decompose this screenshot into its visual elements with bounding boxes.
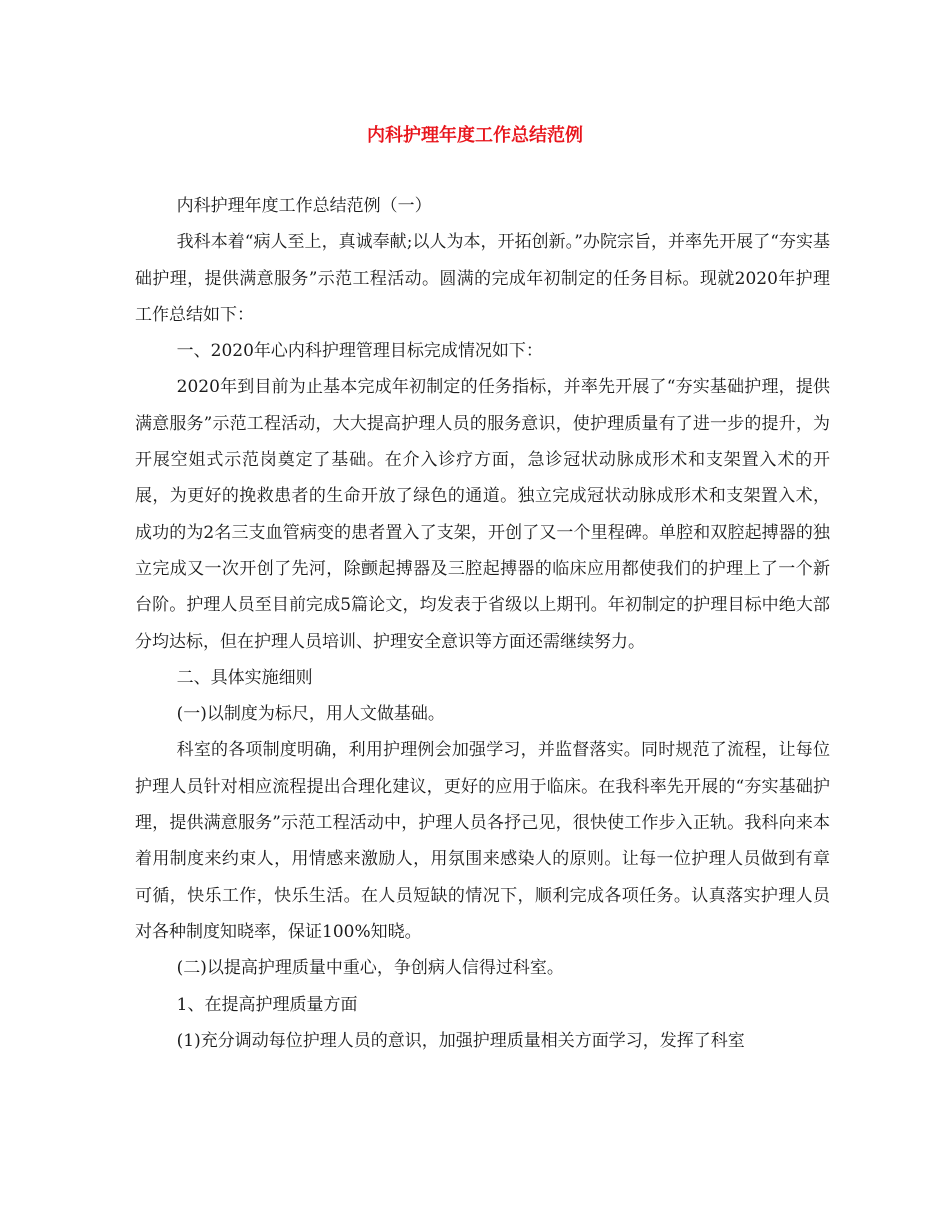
section-heading-2: 二、具体实施细则 [176,667,313,688]
paragraph-intro: 我科本着“病人至上，真诚奉献;以人为本，开拓创新。”办院宗旨，并率先开展了“夯实基础护理，提供满意服务”示范工程活动。圆满的完成年初制定的任务目标。现就2020年护理工作总结如下： [135,232,830,325]
paragraph-subtitle: 内科护理年度工作总结范例（一） [176,196,432,216]
paragraph-rules: 科室的各项制度明确，利用护理例会加强学习，并监督落实。同时规范了流程，让每位护理人员针对相应流程提出合理化建议，更好的应用于临床。在我科率先开展的“夯实基础护理，提供满意服务”示范工程活动中，护理人员各抒己见，很快使工作步入正轨。我科向来本着用制度来约束人，用情感来激励人，用氛围来感染人的原则。让每一位护理人员做到有章可循，快乐工作，快乐生活。在人员短缺的情况下，顺利完成各项任务。认真落实护理人员对各种制度知晓率，保证100%知晓。 [135,740,830,942]
item-heading-1: 1、在提高护理质量方面 [176,994,358,1015]
section-heading-1: 一、2020年心内科护理管理目标完成情况如下： [176,341,543,362]
document-body [135,188,830,1059]
paragraph-item-1: (1)充分调动每位护理人员的意识，加强护理质量相关方面学习，发挥了科室 [176,1030,745,1051]
document-title: 内科护理年度工作总结范例 [367,125,583,146]
paragraph-goals: 2020年到目前为止基本完成年初制定的任务指标，并率先开展了“夯实基础护理，提供满意服务”示范工程活动，大大提高护理人员的服务意识，使护理质量有了进一步的提升，为开展空姐式示范岗奠定了基础。在介入诊疗方面，急诊冠状动脉成形术和支架置入术的开展，为更好的挽救患者的生命开放了绿色的通道。独立完成冠状动脉成形术和支架置入术，成功的为2名三支血管病变的患者置入了支架，开创了又一个里程碑。单腔和双腔起搏器的独立完成又一次开创了先河，除颤起搏器及三腔起搏器的临床应用都使我们的护理上了一个新台阶。护理人员至目前完成5篇论文，均发表于省级以上期刊。年初制定的护理目标中绝大部分均达标，但在护理人员培训、护理安全意识等方面还需继续努力。 [135,377,830,652]
subsection-heading-2: (二)以提高护理质量中重心，争创病人信得过科室。 [176,958,564,979]
subsection-heading-1: (一)以制度为标尺，用人文做基础。 [176,704,445,725]
